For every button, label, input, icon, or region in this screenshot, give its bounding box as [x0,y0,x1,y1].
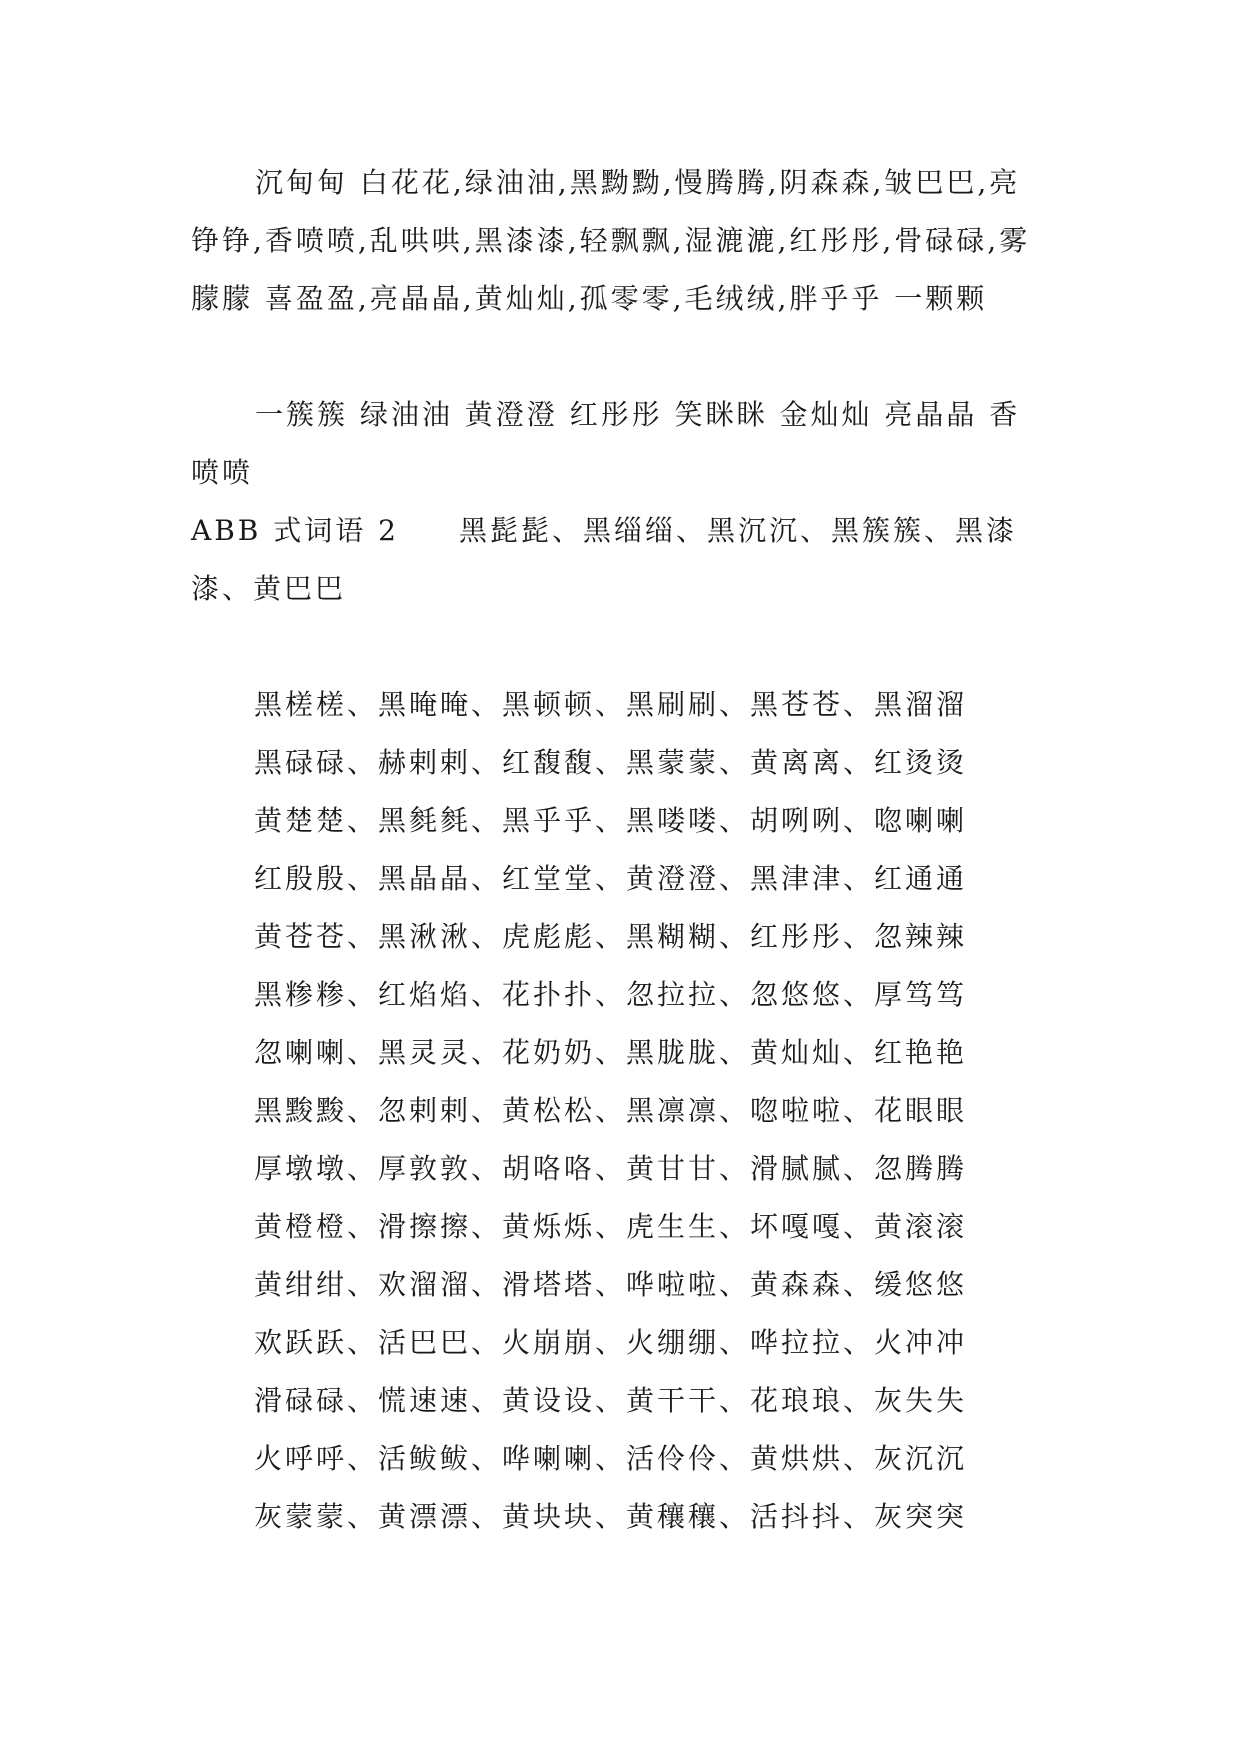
word-row: 滑碌碌、慌速速、黄设设、黄干干、花琅琅、灰失失 [254,1384,968,1417]
word-row: 黄绀绀、欢溜溜、滑塔塔、哗啦啦、黄森森、缓悠悠 [254,1268,968,1301]
abb-section-heading: ABB 式词语 2 [191,514,399,547]
word-row: 火呼呼、活鲅鲅、哗喇喇、活伶伶、黄烘烘、灰沉沉 [254,1442,968,1475]
word-row: 红殷殷、黑晶晶、红堂堂、黄澄澄、黑津津、红通通 [254,862,968,895]
word-row: 欢跃跃、活巴巴、火崩崩、火绷绷、哗拉拉、火冲冲 [254,1326,968,1359]
word-row: 黑糁糁、红焰焰、花扑扑、忽拉拉、忽悠悠、厚笃笃 [254,978,968,1011]
word-row: 忽喇喇、黑灵灵、花奶奶、黑胧胧、黄灿灿、红艳艳 [254,1036,968,1069]
word-row: 黄橙橙、滑擦擦、黄烁烁、虎生生、坏嘎嘎、黄滚滚 [254,1210,968,1243]
word-row: 黑黢黢、忽剌剌、黄松松、黑凛凛、唿啦啦、花眼眼 [254,1094,968,1127]
abb-section-words: 黑髭髭、黑缁缁、黑沉沉、黑簇簇、黑漆漆、黄巴巴 [191,514,1018,605]
word-list [254,676,967,1546]
paragraph-adjective-words: 沉甸甸 白花花,绿油油,黑黝黝,慢腾腾,阴森森,皱巴巴,亮铮铮,香喷喷,乱哄哄,黑漆漆,轻飘飘,湿漉漉,红彤彤,骨碌碌,雾朦朦 喜盈盈,亮晶晶,黄灿灿,孤零零,毛绒绒,胖乎乎 一颗颗 [191,166,1031,315]
word-row: 厚墩墩、厚敦敦、胡咯咯、黄甘甘、滑腻腻、忽腾腾 [254,1152,968,1185]
word-row: 灰蒙蒙、黄漂漂、黄块块、黄穰穰、活抖抖、灰突突 [254,1500,968,1533]
word-row: 黄苍苍、黑湫湫、虎彪彪、黑糊糊、红彤彤、忽辣辣 [254,920,968,953]
word-row: 黄楚楚、黑毵毵、黑乎乎、黑喽喽、胡咧咧、唿喇喇 [254,804,968,837]
paragraph-cluster-words: 一簇簇 绿油油 黄澄澄 红彤彤 笑眯眯 金灿灿 亮晶晶 香喷喷 [191,398,1021,489]
word-row: 黑槎槎、黑晻晻、黑顿顿、黑刷刷、黑苍苍、黑溜溜 [254,688,968,721]
word-row: 黑碌碌、赫剌剌、红馥馥、黑蒙蒙、黄离离、红烫烫 [254,746,968,779]
abb-section [191,502,1051,618]
